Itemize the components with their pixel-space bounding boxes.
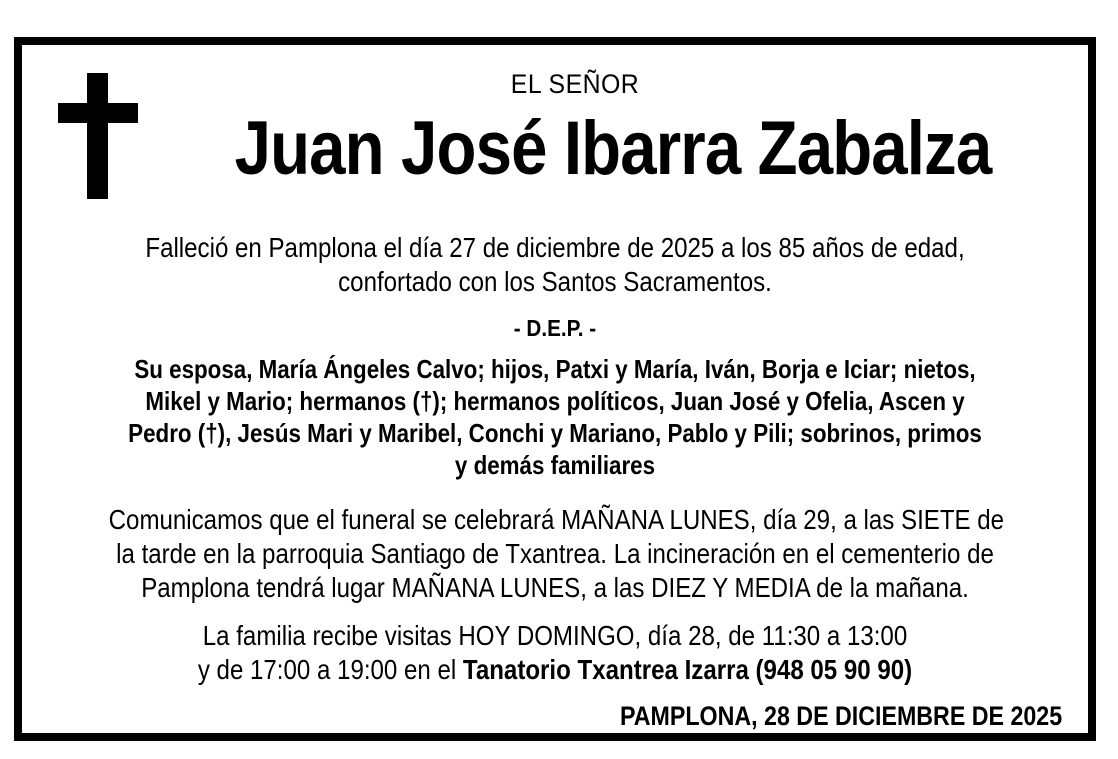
death-line: Falleció en Pamplona el día 27 de diciembre de 2025 a los 85 años de edad, (145, 232, 965, 263)
visiting-hours (109, 619, 1002, 687)
dateline: PAMPLONA, 28 DE DICIEMBRE DE 2025 (619, 701, 1062, 731)
death-line: confortado con los Santos Sacramentos. (338, 266, 772, 297)
family-list (109, 353, 1002, 481)
visits-line: La familia recibe visitas HOY DOMINGO, día 28, de 11:30 a 13:00 (202, 620, 908, 651)
family-line: Su esposa, María Ángeles Calvo; hijos, Patxi y María, Iván, Borja e Iciar; nietos, (134, 354, 976, 384)
family-line: Pedro (†), Jesús Mari y Maribel, Conchi y Mariano, Pablo y Pili; sobrinos, primos (128, 418, 982, 448)
visits-line-prefix: y de 17:00 a 19:00 en el (197, 654, 463, 685)
funeral-line: la tarde en la parroquia Santiago de Txantrea. La incineración en el cementerio de (116, 538, 994, 569)
deceased-name: Juan José Ibarra Zabalza (234, 106, 992, 191)
visits-line (109, 653, 1002, 687)
funeral-line: Pamplona tendrá lugar MAÑANA LUNES, a las DIEZ Y MEDIA de la mañana. (141, 572, 969, 603)
funeral-line: Comunicamos que el funeral se celebrará MAÑANA LUNES, día 29, a las SIETE de (108, 504, 1005, 535)
funeral-home-name: Tanatorio Txantrea Izarra (948 05 90 90) (462, 654, 913, 685)
funeral-details (108, 503, 1005, 605)
family-line: y demás familiares (454, 450, 656, 480)
honorific-label: EL SEÑOR (510, 69, 640, 99)
death-announcement (109, 231, 1002, 299)
rip-label: - D.E.P. - (513, 315, 597, 341)
family-line: Mikel y Mario; hermanos (†); hermanos políticos, Juan José y Ofelia, Ascen y (145, 386, 965, 416)
obituary-notice (14, 37, 1096, 741)
